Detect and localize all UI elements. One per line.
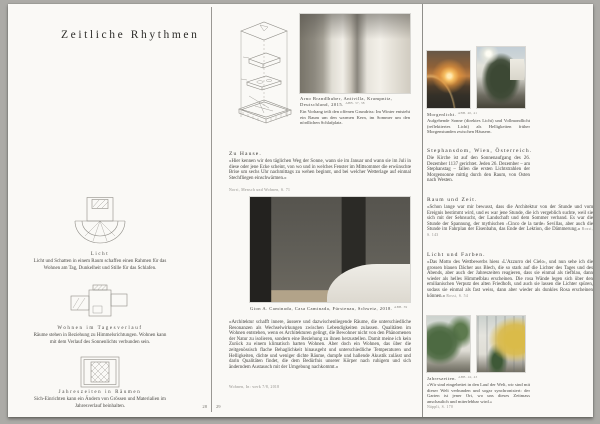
section-heading-licht-und-farben: Licht und Farben. [427,252,486,258]
licht-und-farben-source: Rossi, S. 54 [446,293,469,298]
zu-hause-quote: «Hier kennen wir den täglichen Weg der Sonne, wann sie im Januar und wann sie im Juli in diese oder jene Ecke scheint, von wo und in welches Fenster im Mittsommer die erwünschte Brise um sechs Uhr nachmittags zu wehen beginnt, und bei welcher Wetterlage auf einmal Stechfliegen einschwärmen.» [229,159,411,181]
antivilla-caption: Arno Brandlhuber, Antivilla, Krampnitz, Deutschland, 2015. $^{ABB. 37, 38}$ [300,96,393,108]
diagram-text-tagesverlauf: Räume stehen in Beziehung zu Himmelsrichtungen. Wohnen kann mit dem Verlauf des Sonnenlichts verbunden sein. [33,333,167,345]
zu-hause-source: Norri, Mensch und Wohnen, S. 71 [229,188,291,192]
autumn-building-photo [477,316,525,372]
caminada-bedroom-photo [250,197,410,302]
jahreszeiten-source: Näppli, S. 170 [427,405,454,409]
jahreszeiten-figure-ref: ABB. 42, 43 [458,375,478,379]
antivilla-figure-ref: ABB. 37, 38 [345,101,365,106]
jahreszeiten-text: «Wir sind eingebettet in den Lauf der Welt, wir sind mit dieser Welt verbunden und sogar synchronisiert: der Garten ist jener Ort, wo uns dieses Zeitmass anschaulich und miterlebbar wird.» [427,382,530,404]
jahreszeiten-caption: Jahreszeiten. $^{ABB. 42, 43}$ [427,375,478,381]
diagram-label-tagesverlauf: Wohnen im Tagesverlauf [57,326,143,331]
page-title: Zeitliche Rhythmen [61,29,200,41]
book-spread [8,4,593,417]
section-heading-zu-hause: Zu Hause. [229,151,262,157]
light-shadow-plan-diagram [73,196,127,248]
section-heading-raum-und-zeit: Raum und Zeit. [427,197,478,203]
morgenlicht-caption: Morgenlicht. $^{ABB. 40, 41}$ [427,111,478,117]
antivilla-description: Ein Vorhang teilt den offenen Grundriss: Im Winter entsteht ein Raum um den warmen Kern, im Sommer um den nördlichen Schlafplatz. [300,109,410,125]
page-number-right: 29 [216,404,221,409]
antivilla-exploded-axonometric-drawing [233,12,295,137]
daylight-orientation-plan-diagram [65,284,135,324]
morgenlicht-figure-ref: ABB. 40, 41 [457,111,478,115]
diagram-label-jahreszeiten: Jahreszeiten in Räumen [58,390,142,395]
page-number-left: 28 [202,404,207,409]
caminada-figure-ref: ABB. 39 [393,305,408,309]
seasons-room-plan-diagram [80,356,120,388]
caminada-source: Wohnen, In: werk 7/8, 2018 [229,385,280,389]
licht-und-farben-quote: «Das Motto des Wettbewerbs hiess ‹L'Azzurro del Cielo›, und nun sehe ich die grossen blauen Dächer aus Blech, die so stark auf die Lichter des Tages und des Abends, aber auch der Jahreszeiten reagieren, dass sie einmal als tiefblau, dann wieder als helles Himmelblau erscheinen. Die rosa Wände legen sich über den emilianischen Verputz des alten Friedhofs, und auch sie lassen die Lichter spüren, sodass sie einmal als fast weiss, dann aber wieder als dunkles Rosa erscheinen können.» Rossi, S. 54 [427,260,593,299]
summer-building-photo [427,316,470,372]
antivilla-interior-photo [300,14,410,93]
moonlight-houses-photo [477,47,525,108]
caminada-caption: Gion A. Caminada, Casa Caminada, Fürstenau, Schweiz, 2018. $^{ABB. 39}$ [250,305,408,311]
raum-und-zeit-quote: «Schon lange war mir bewusst, dass die Architektur von der Stunde und vom Ereignis bestimmt wird, und es war jene Stunde, die ich vergeblich suchte, weil sie sich mit der Sehnsucht, der Landschaft und dem Sommer verband. Es war die Stunde der Spannung, der mythischen ‹Cinco de la tarde› Sevillas, aber auch die Stunde im Fahrplan der Eisenbahn, das Ende der Lektion, die Dämmerung.» Rossi, S. 143 [427,205,593,237]
gutter-rule [422,4,423,417]
column-rule [211,7,212,412]
diagram-text-licht: Licht und Schatten in einem Raum schaffen einen Rahmen für das Wohnen am Tag, Dunkelheit und Stille für das Schlafen. [33,259,167,271]
section-heading-stephansdom: Stephansdom, Wien, Österreich. [427,148,533,154]
diagram-label-licht: Licht [90,252,110,257]
caminada-quote: «Architektur schafft innere, äussere und dazwischenliegende Räume, die unterschiedliche Resonanzen als Wechselwirkungen zwischen Lebendigkeiten zulassen. Qualitäten im Wohnen entstehen, wenn es Architekturen gelingt, die Bewohner nicht von den Phänomenen der Natur zu isolieren, sondern eine Beziehung zu ihnen herzustellen. Damit meine ich kein Zurück zu einem klimatisch harten Wohnen. Aber doch ein Wohnen, das über die zeitgenössisch flache Behaglichkeit hinausgeht und unterschiedliche Temperaturen und Helligkeiten, dichte und weniger dichte Räume, dumpfe und hallende Akustik zulässt und darin Qualitäten findet, die dem Bedürfnis unserer Körper nach ruhigem und sich änderndem Austausch mit der Umgebung nachkommt.» [229,320,411,370]
morgenlicht-description: Aufgehende Sonne (direktes Licht) und Vollmondlicht (reflektiertes Licht) als Helligkeiten früher Morgenstunden zwischen Häusern. [427,118,530,134]
raum-und-zeit-source: Rossi, S. 143 [427,227,593,237]
diagram-text-jahreszeiten: Sich-Einrichten kann ein Ändern von Grössen und Materialien im Jahresverlauf beinhalten. [34,397,166,409]
stephansdom-text: Die Kirche ist auf den Sonnenaufgang des 26. Dezember 1137 gerichtet. Jeden 26. Dezember – am Stephanstag – fallen die ersten Lichtstrahlen der Morgensonne mittig durch den Raum, von Osten nach Westen. [427,156,530,184]
sunrise-street-photo [427,51,470,108]
